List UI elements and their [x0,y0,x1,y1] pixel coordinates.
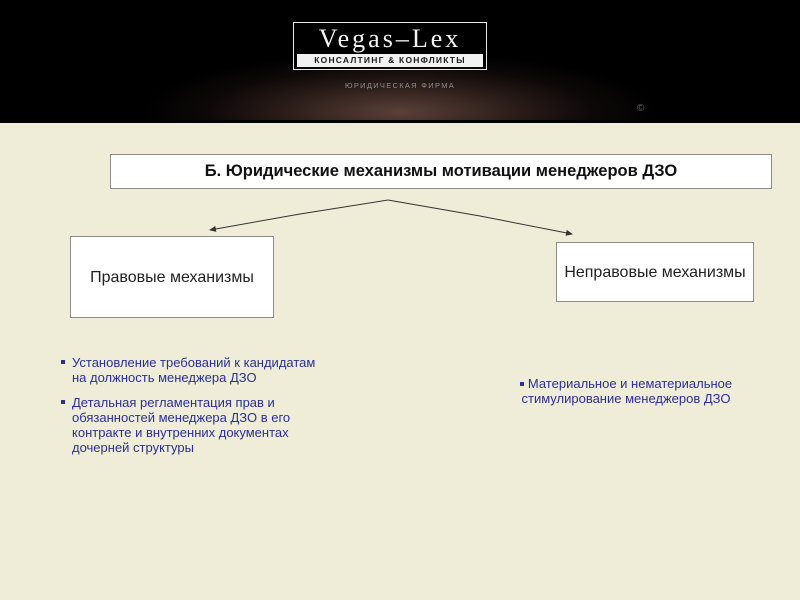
list-item: Установление требований к кандидатам на должность менеджера ДЗО [58,355,320,385]
logo-title: Vegas–Lex [318,24,462,53]
legal-mechanisms-box [70,236,274,318]
non-legal-bullet-list [508,376,744,416]
firm-label: ЮРИДИЧЕСКАЯ ФИРМА [344,81,456,90]
slide-title: Б. Юридические механизмы мотивации менеджеров ДЗО [110,154,772,189]
non-legal-mechanisms-label: Неправовые механизмы [564,263,746,281]
copyright-mark: © [637,103,645,114]
non-legal-mechanisms-box [556,242,754,302]
bullet-icon [520,382,524,386]
list-item [508,376,744,406]
logo-subtitle: КОНСАЛТИНГ & КОНФЛИКТЫ [297,54,483,67]
list-item: Детальная регламентация прав и обязанностей менеджера ДЗО в его контракте и внутренних документах дочерней структуры [58,395,320,455]
legal-mechanisms-label: Правовые механизмы [90,268,254,286]
list-item-text: Материальное и нематериальное стимулирование менеджеров ДЗО [521,376,733,406]
arrow-to-legal [210,200,388,230]
arrow-to-nonlegal [388,200,572,234]
legal-bullet-list [58,355,320,465]
